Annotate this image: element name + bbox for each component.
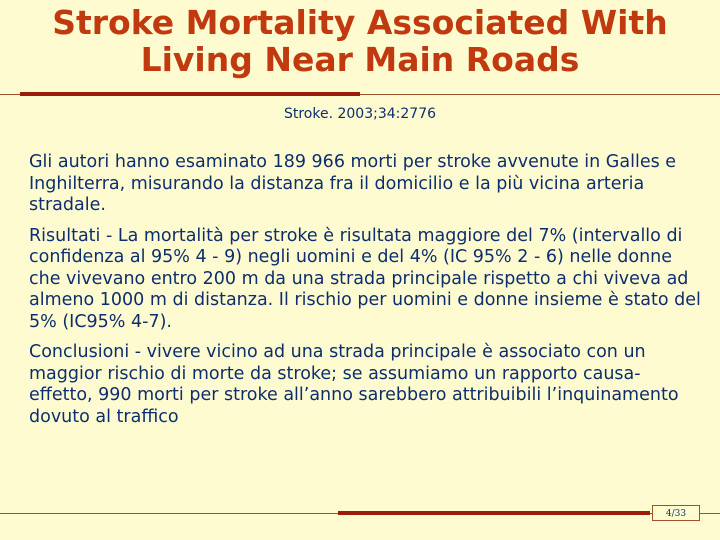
slide-title — [20, 4, 700, 78]
paragraph-conclusions: Conclusioni - vivere vicino ad una strada principale è associato con un maggior rischio di morte da stroke; se assumiamo un rapporto causa-effetto, 990 morti per stroke all’anno sarebbero attribuibili l’inquinamento dovuto al traffico — [29, 342, 679, 427]
bottom-divider-thick — [338, 511, 650, 515]
top-divider-thick — [20, 92, 360, 96]
slide-title-line-1: Stroke Mortality Associated With — [52, 3, 668, 42]
paragraph-results: Risultati - La mortalità per stroke è risultata maggiore del 7% (intervallo di confidenza al 95% 4 - 9) negli uomini e del 4% (IC 95% 2 - 6) nelle donne che vivevano entro 200 m da una strada principale rispetto a chi viveva ad almeno 1000 m di distanza. Il rischio per uomini e donne insieme è stato del 5% (IC95% 4-7). — [29, 225, 701, 332]
slide-title-line-2: Living Near Main Roads — [140, 40, 580, 79]
page-number: 4/33 — [652, 505, 700, 521]
paragraph-intro: Gli autori hanno esaminato 189 966 morti per stroke avvenute in Galles e Inghilterra, misurando la distanza fra il domicilio e la più vicina arteria stradale. — [29, 152, 677, 215]
citation: Stroke. 2003;34:2776 — [283, 106, 437, 122]
slide-body — [29, 152, 701, 437]
